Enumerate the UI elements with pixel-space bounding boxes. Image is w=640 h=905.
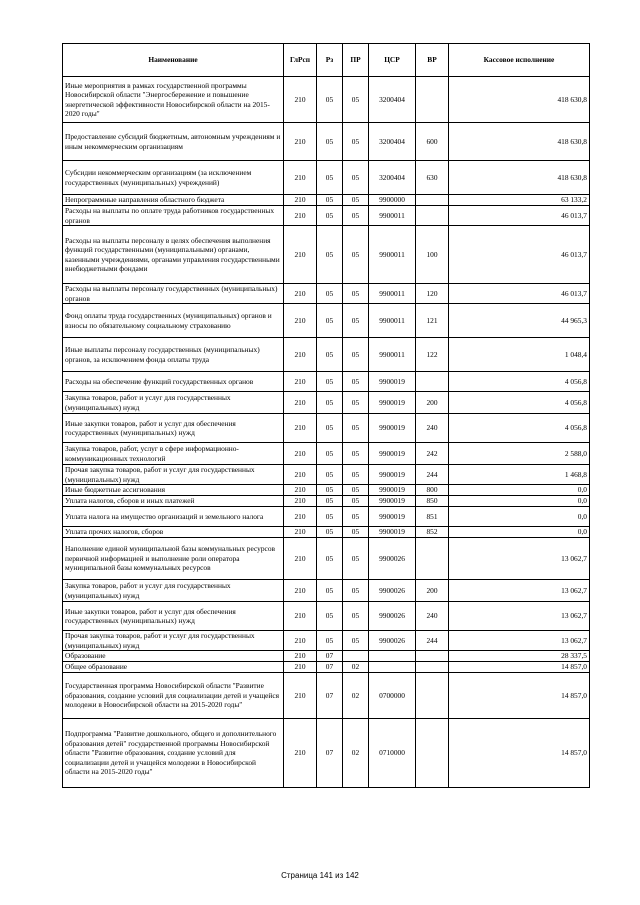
cell-name: Субсидии некоммерческим организациям (за исключением государственных (муниципальных) учреждений) <box>63 161 284 195</box>
table-row <box>63 485 590 496</box>
cell-glrsp: 210 <box>284 414 317 443</box>
cell-csr: 9900000 <box>369 195 416 206</box>
cell-csr: 9900026 <box>369 631 416 651</box>
table-row <box>63 527 590 538</box>
cell-rz: 05 <box>317 338 343 372</box>
cell-csr: 9900019 <box>369 527 416 538</box>
cell-pr: 05 <box>343 465 369 485</box>
cell-glrsp: 210 <box>284 580 317 602</box>
cell-rz: 05 <box>317 538 343 580</box>
table-body <box>63 77 590 788</box>
table-row <box>63 538 590 580</box>
cell-rz: 05 <box>317 443 343 465</box>
cell-vr <box>416 206 449 226</box>
page-number: Страница 141 из 142 <box>281 871 359 880</box>
table-row <box>63 372 590 392</box>
cell-glrsp: 210 <box>284 443 317 465</box>
table-row <box>63 304 590 338</box>
table-row <box>63 206 590 226</box>
cell-csr: 3200404 <box>369 123 416 161</box>
header-vr: ВР <box>416 44 449 77</box>
cell-csr: 9900019 <box>369 414 416 443</box>
cell-name: Уплата прочих налогов, сборов <box>63 527 284 538</box>
cell-rz: 05 <box>317 372 343 392</box>
cell-amount: 4 056,8 <box>449 414 590 443</box>
cell-name: Расходы на выплаты по оплате труда работников государственных органов <box>63 206 284 226</box>
cell-vr <box>416 662 449 673</box>
cell-rz: 05 <box>317 602 343 631</box>
cell-csr: 9900011 <box>369 226 416 284</box>
cell-amount: 2 588,0 <box>449 443 590 465</box>
cell-vr: 800 <box>416 485 449 496</box>
cell-csr: 9900026 <box>369 580 416 602</box>
cell-glrsp: 210 <box>284 77 317 123</box>
cell-amount: 1 468,8 <box>449 465 590 485</box>
cell-pr: 05 <box>343 631 369 651</box>
table-row <box>63 284 590 304</box>
cell-glrsp: 210 <box>284 392 317 414</box>
cell-glrsp: 210 <box>284 602 317 631</box>
cell-vr: 120 <box>416 284 449 304</box>
cell-csr: 3200404 <box>369 77 416 123</box>
cell-glrsp: 210 <box>284 662 317 673</box>
cell-amount: 1 048,4 <box>449 338 590 372</box>
cell-rz: 05 <box>317 631 343 651</box>
cell-pr: 05 <box>343 580 369 602</box>
cell-glrsp: 210 <box>284 485 317 496</box>
cell-name: Закупка товаров, работ и услуг для государственных (муниципальных) нужд <box>63 392 284 414</box>
cell-pr: 05 <box>343 507 369 527</box>
cell-amount: 46 013,7 <box>449 206 590 226</box>
cell-glrsp: 210 <box>284 651 317 662</box>
cell-name: Фонд оплаты труда государственных (муниципальных) органов и взносы по обязательному социальному страхованию <box>63 304 284 338</box>
cell-name: Уплата налогов, сборов и иных платежей <box>63 496 284 507</box>
cell-glrsp: 210 <box>284 507 317 527</box>
cell-amount: 13 062,7 <box>449 538 590 580</box>
cell-pr: 05 <box>343 161 369 195</box>
cell-amount: 63 133,2 <box>449 195 590 206</box>
table-row <box>63 414 590 443</box>
cell-pr: 05 <box>343 195 369 206</box>
cell-rz: 05 <box>317 77 343 123</box>
table-row <box>63 673 590 719</box>
cell-rz: 05 <box>317 284 343 304</box>
cell-name: Иные мероприятия в рамках государственной программы Новосибирской области "Энергосбережение и повышение энергетической эффективности Новосибирской области на 2015- 2020 годы" <box>63 77 284 123</box>
cell-name: Расходы на обеспечение функций государственных органов <box>63 372 284 392</box>
cell-pr: 05 <box>343 443 369 465</box>
cell-amount: 28 337,5 <box>449 651 590 662</box>
cell-pr: 05 <box>343 226 369 284</box>
cell-csr: 9900019 <box>369 443 416 465</box>
header-rz: Рз <box>317 44 343 77</box>
cell-amount: 14 857,0 <box>449 719 590 788</box>
cell-glrsp: 210 <box>284 206 317 226</box>
cell-name: Иные выплаты персоналу государственных (муниципальных) органов, за исключением фонда оплаты труда <box>63 338 284 372</box>
cell-csr <box>369 651 416 662</box>
cell-glrsp: 210 <box>284 123 317 161</box>
cell-pr: 05 <box>343 304 369 338</box>
cell-vr: 100 <box>416 226 449 284</box>
cell-csr: 9900019 <box>369 465 416 485</box>
table-row <box>63 226 590 284</box>
cell-pr: 05 <box>343 414 369 443</box>
cell-rz: 05 <box>317 485 343 496</box>
cell-rz: 05 <box>317 226 343 284</box>
table-row <box>63 602 590 631</box>
cell-name: Государственная программа Новосибирской области "Развитие образования, создание условий для социализации детей и учащейся молодежи в Новосибирской области на 2015-2020 годы" <box>63 673 284 719</box>
cell-glrsp: 210 <box>284 631 317 651</box>
cell-name: Иные закупки товаров, работ и услуг для обеспечения государственных (муниципальных) нужд <box>63 602 284 631</box>
cell-amount: 418 630,8 <box>449 123 590 161</box>
cell-name: Прочая закупка товаров, работ и услуг для государственных (муниципальных) нужд <box>63 631 284 651</box>
cell-csr: 9900026 <box>369 602 416 631</box>
header-name: Наименование <box>63 44 284 77</box>
cell-amount: 0,0 <box>449 507 590 527</box>
header-amount: Кассовое исполнение <box>449 44 590 77</box>
cell-rz: 05 <box>317 195 343 206</box>
cell-glrsp: 210 <box>284 465 317 485</box>
cell-vr: 240 <box>416 602 449 631</box>
cell-pr: 02 <box>343 673 369 719</box>
cell-pr: 05 <box>343 123 369 161</box>
cell-vr: 122 <box>416 338 449 372</box>
cell-rz: 05 <box>317 123 343 161</box>
table-row <box>63 631 590 651</box>
header-glrsp: ГлРсп <box>284 44 317 77</box>
cell-name: Предоставление субсидий бюджетным, автономным учреждениям и иным некоммерческим организациям <box>63 123 284 161</box>
cell-pr: 05 <box>343 392 369 414</box>
header-csr: ЦСР <box>369 44 416 77</box>
cell-pr: 05 <box>343 538 369 580</box>
cell-vr: 244 <box>416 465 449 485</box>
cell-vr: 850 <box>416 496 449 507</box>
cell-glrsp: 210 <box>284 538 317 580</box>
cell-pr: 05 <box>343 485 369 496</box>
cell-pr: 05 <box>343 284 369 304</box>
cell-pr: 05 <box>343 527 369 538</box>
cell-vr <box>416 538 449 580</box>
cell-name: Образование <box>63 651 284 662</box>
cell-csr: 9900019 <box>369 496 416 507</box>
cell-csr: 9900011 <box>369 284 416 304</box>
cell-csr: 9900011 <box>369 304 416 338</box>
table-row <box>63 719 590 788</box>
cell-name: Непрограммные направления областного бюджета <box>63 195 284 206</box>
cell-rz: 05 <box>317 527 343 538</box>
table-row <box>63 443 590 465</box>
cell-glrsp: 210 <box>284 527 317 538</box>
table-row <box>63 195 590 206</box>
cell-rz: 05 <box>317 304 343 338</box>
cell-pr: 05 <box>343 372 369 392</box>
cell-glrsp: 210 <box>284 195 317 206</box>
cell-vr: 600 <box>416 123 449 161</box>
cell-name: Закупка товаров, работ и услуг для государственных (муниципальных) нужд <box>63 580 284 602</box>
cell-glrsp: 210 <box>284 304 317 338</box>
table-header-row <box>63 44 590 77</box>
cell-vr <box>416 77 449 123</box>
cell-amount: 418 630,8 <box>449 161 590 195</box>
cell-amount: 13 062,7 <box>449 631 590 651</box>
cell-pr: 05 <box>343 496 369 507</box>
cell-vr: 244 <box>416 631 449 651</box>
table-row <box>63 123 590 161</box>
table-row <box>63 338 590 372</box>
cell-rz: 05 <box>317 206 343 226</box>
header-pr: ПР <box>343 44 369 77</box>
table-row <box>63 662 590 673</box>
table-row <box>63 496 590 507</box>
cell-amount: 4 056,8 <box>449 392 590 414</box>
cell-vr <box>416 195 449 206</box>
budget-execution-table <box>62 43 590 788</box>
cell-amount: 46 013,7 <box>449 284 590 304</box>
cell-amount: 14 857,0 <box>449 662 590 673</box>
cell-rz: 05 <box>317 414 343 443</box>
cell-amount: 14 857,0 <box>449 673 590 719</box>
cell-pr: 05 <box>343 77 369 123</box>
cell-glrsp: 210 <box>284 372 317 392</box>
cell-pr: 02 <box>343 662 369 673</box>
cell-pr: 05 <box>343 602 369 631</box>
cell-amount: 4 056,8 <box>449 372 590 392</box>
cell-vr: 242 <box>416 443 449 465</box>
cell-amount: 0,0 <box>449 485 590 496</box>
cell-vr: 630 <box>416 161 449 195</box>
cell-vr: 852 <box>416 527 449 538</box>
cell-csr: 0710000 <box>369 719 416 788</box>
cell-rz: 05 <box>317 580 343 602</box>
cell-name: Расходы на выплаты персоналу государственных (муниципальных) органов <box>63 284 284 304</box>
cell-rz: 07 <box>317 719 343 788</box>
table-row <box>63 392 590 414</box>
cell-vr: 121 <box>416 304 449 338</box>
cell-name: Уплата налога на имущество организаций и земельного налога <box>63 507 284 527</box>
cell-vr <box>416 719 449 788</box>
cell-name: Подпрограмма "Развитие дошкольного, общего и дополнительного образования детей" государственной программы Новосибирской области "Развитие образования, создание условий для социализации детей и учащейся молодежи в Новосибирской области на 2015-2020 годы" <box>63 719 284 788</box>
table-row <box>63 507 590 527</box>
cell-glrsp: 210 <box>284 161 317 195</box>
cell-csr: 9900011 <box>369 206 416 226</box>
cell-vr: 200 <box>416 580 449 602</box>
cell-rz: 07 <box>317 651 343 662</box>
cell-vr: 851 <box>416 507 449 527</box>
cell-vr <box>416 651 449 662</box>
cell-csr: 9900019 <box>369 392 416 414</box>
cell-glrsp: 210 <box>284 226 317 284</box>
table-row <box>63 77 590 123</box>
cell-glrsp: 210 <box>284 338 317 372</box>
cell-amount: 46 013,7 <box>449 226 590 284</box>
cell-vr <box>416 673 449 719</box>
cell-vr: 200 <box>416 392 449 414</box>
cell-csr: 0700000 <box>369 673 416 719</box>
cell-amount: 0,0 <box>449 496 590 507</box>
cell-amount: 13 062,7 <box>449 580 590 602</box>
cell-rz: 05 <box>317 507 343 527</box>
cell-csr: 9900019 <box>369 372 416 392</box>
cell-name: Прочая закупка товаров, работ и услуг для государственных (муниципальных) нужд <box>63 465 284 485</box>
cell-amount: 0,0 <box>449 527 590 538</box>
cell-vr: 240 <box>416 414 449 443</box>
cell-rz: 07 <box>317 673 343 719</box>
cell-amount: 418 630,8 <box>449 77 590 123</box>
cell-amount: 44 965,3 <box>449 304 590 338</box>
cell-rz: 05 <box>317 392 343 414</box>
cell-csr: 9900011 <box>369 338 416 372</box>
cell-name: Наполнение единой муниципальной базы коммунальных ресурсов первичной информацией и выполнение роли оператора муниципальной базы коммунальных ресурсов <box>63 538 284 580</box>
table-row <box>63 161 590 195</box>
cell-name: Расходы на выплаты персоналу в целях обеспечения выполнения функций государственными (муниципальными) органами, казенными учреждениями, органами управления государственными внебюджетными фондами <box>63 226 284 284</box>
cell-amount: 13 062,7 <box>449 602 590 631</box>
cell-rz: 05 <box>317 465 343 485</box>
cell-csr <box>369 662 416 673</box>
cell-name: Общее образование <box>63 662 284 673</box>
cell-glrsp: 210 <box>284 496 317 507</box>
cell-name: Закупка товаров, работ, услуг в сфере информационно-коммуникационных технологий <box>63 443 284 465</box>
cell-name: Иные закупки товаров, работ и услуг для обеспечения государственных (муниципальных) нужд <box>63 414 284 443</box>
cell-rz: 07 <box>317 662 343 673</box>
cell-csr: 3200404 <box>369 161 416 195</box>
cell-pr <box>343 651 369 662</box>
cell-glrsp: 210 <box>284 673 317 719</box>
cell-pr: 02 <box>343 719 369 788</box>
cell-csr: 9900019 <box>369 485 416 496</box>
cell-name: Иные бюджетные ассигнования <box>63 485 284 496</box>
cell-csr: 9900026 <box>369 538 416 580</box>
cell-glrsp: 210 <box>284 719 317 788</box>
cell-vr <box>416 372 449 392</box>
cell-csr: 9900019 <box>369 507 416 527</box>
cell-pr: 05 <box>343 338 369 372</box>
cell-glrsp: 210 <box>284 284 317 304</box>
cell-rz: 05 <box>317 496 343 507</box>
cell-rz: 05 <box>317 161 343 195</box>
cell-pr: 05 <box>343 206 369 226</box>
table-row <box>63 580 590 602</box>
table-row <box>63 465 590 485</box>
table-row <box>63 651 590 662</box>
